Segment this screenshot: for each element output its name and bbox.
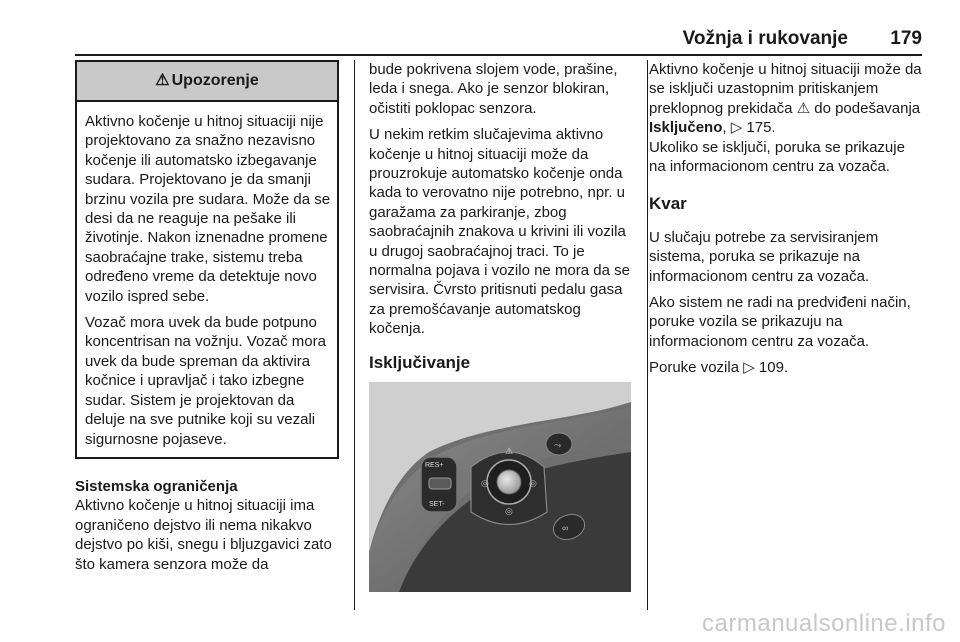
column-divider-1 bbox=[354, 60, 355, 610]
column-divider-2 bbox=[647, 60, 648, 610]
col3-page-ref: 175. bbox=[746, 119, 776, 137]
col3-paragraph-3: Ako sistem ne radi na predviđeni način, poruke vozila se prikazuju na informacionom centru za vozača. bbox=[649, 294, 911, 350]
warning-title: Upozorenje bbox=[171, 72, 259, 89]
col3-setting-off: Isključeno bbox=[649, 119, 723, 137]
collision-alert-switch-icon: ⚠ bbox=[796, 99, 811, 117]
column-2 bbox=[369, 60, 633, 592]
col3-paragraph-2: U slučaju potrebe za servisiranjem sistema, poruka se prikazuje na informacionom centru za vozača. bbox=[649, 228, 879, 285]
warning-box bbox=[75, 60, 339, 459]
subheading-system-limits: Sistemska ograničenja bbox=[75, 477, 238, 495]
system-limits-text: Aktivno kočenje u hitnoj situaciji ima ograničeno dejstvo ili nema nikakvo dejstvo po kiši, snegu i bljuzgavici zato što kamera senzora može da bbox=[75, 497, 332, 573]
warning-triangle-icon: ⚠ bbox=[155, 72, 170, 89]
col2-paragraph-2: U nekim retkim slučajevima aktivno kočenje u hitnoj situaciji može da prouzrokuje automatsko kočenje onda kada to verovatno nije potrebno, npr. u garažama za parkiranje, zbog saobraćajnih znakova u krivini ili vozila u drugoj saobraćajnoj traci. To je normalna pojava i vozilo ne mora da se servisira. Čvrsto pritisnuti pedalu gasa za premošćavanje automatskog kočenja. bbox=[369, 126, 630, 338]
reference-arrow-icon: ▷ bbox=[743, 359, 759, 377]
section-title: Vožnja i rukovanje bbox=[682, 28, 848, 49]
watermark: carmanualsonline.info bbox=[702, 610, 946, 637]
page-header bbox=[0, 6, 922, 54]
col3-text-b: do podešavanja bbox=[810, 99, 921, 117]
heading-fault: Kvar bbox=[649, 194, 687, 214]
col3-text-c: , bbox=[722, 119, 731, 137]
col3-text-messages: Poruke vozila bbox=[649, 359, 744, 377]
col3-paragraph-1 bbox=[649, 60, 925, 138]
warning-body bbox=[77, 102, 337, 457]
steering-wheel-controls-figure bbox=[369, 382, 631, 592]
warning-paragraph-2: Vozač mora uvek da bude potpuno koncentrisan na vožnju. Vozač mora uvek da bude spreman da aktivira kočnice i upravljač i tako izbegne sudar. Sistem je projektovan da deluje na sve putnike koji su vezali sigurnosne pojaseve. bbox=[85, 314, 326, 448]
col3-text-a: Aktivno kočenje u hitnoj situaciji može da se isključi uzastopnim pritiskanjem preklopnog prekidača bbox=[649, 61, 922, 117]
warning-header bbox=[77, 62, 337, 102]
column-3 bbox=[649, 60, 925, 385]
res-label: RES+ bbox=[425, 462, 444, 470]
lane-icon: ∞ bbox=[562, 523, 569, 534]
distance-icon: ⤳ bbox=[554, 440, 562, 451]
set-label: SET- bbox=[429, 501, 445, 509]
heading-deactivation: Isključivanje bbox=[369, 352, 471, 372]
page-number: 179 bbox=[890, 28, 922, 49]
warning-paragraph-1: Aktivno kočenje u hitnoj situaciji nije projektovano za snažno nezavisno kočenje ili automatsko izbegavanje sudara. Projektovano je da smanji brzinu vozila pre sudara. Može da se desi da ne reaguje na pešake ili životinje. Nakon iznenadne promene saobraćajne trake, sistemu treba određeno vreme da detektuje novo vozilo ispred sebe. bbox=[85, 113, 331, 305]
steering-wheel-illustration bbox=[369, 382, 631, 592]
collision-alert-icon: ⚠ bbox=[505, 446, 514, 457]
reference-arrow-icon: ▷ bbox=[730, 119, 747, 137]
col3-page-ref-2: 109. bbox=[758, 359, 789, 377]
cruise-icon: ◎ bbox=[529, 478, 537, 489]
col3-paragraph-1b: Ukoliko se isključi, poruka se prikazuje na informacionom centru za vozača. bbox=[649, 138, 905, 176]
speed-limiter-icon: ◎ bbox=[481, 478, 489, 489]
column-1 bbox=[75, 60, 341, 581]
col3-paragraph-4 bbox=[649, 358, 925, 377]
col2-paragraph-1: bude pokrivena slojem vode, prašine, leda i snega. Ako je senzor blokiran, očistiti poklopac senzora. bbox=[369, 61, 618, 117]
header-rule bbox=[75, 54, 922, 56]
cancel-icon: ◎ bbox=[505, 506, 513, 517]
